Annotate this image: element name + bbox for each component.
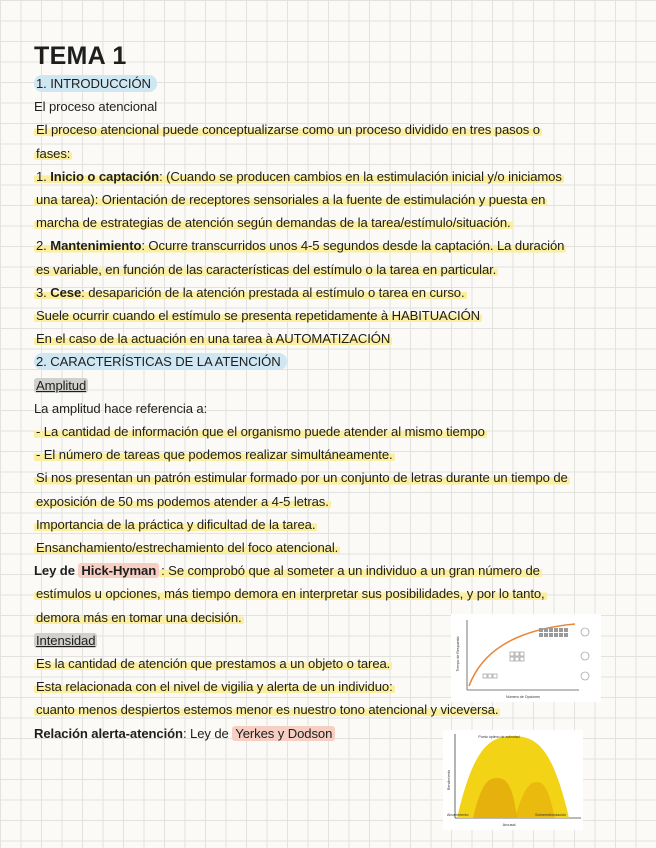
text-line [34, 490, 624, 513]
highlighted-text: estímulos u opciones, más tiempo demora en interpretar sus posibilidades, y por lo tanto, [36, 586, 545, 602]
text-line [34, 142, 624, 165]
yerkes-y-label: Rendimiento [447, 769, 451, 791]
section-heading-text: 1. INTRODUCCIÓN [34, 75, 157, 92]
text-fragment: 3. [36, 284, 51, 300]
text-line [34, 281, 624, 304]
text-line [34, 513, 624, 536]
text-line: El proceso atencional [34, 99, 158, 115]
text-line [34, 258, 624, 281]
highlighted-text: Es la cantidad de atención que prestamos a un objeto o tarea. [36, 656, 391, 672]
text-line [34, 165, 624, 188]
bold-term: Ley de [34, 563, 79, 579]
text-line [34, 443, 624, 466]
highlighted-text [34, 169, 564, 184]
text-line [34, 118, 624, 141]
highlighted-text: - La cantidad de información que el organismo puede atender al mismo tiempo [36, 424, 485, 440]
text-fragment: 2. [36, 238, 51, 254]
text-line [34, 420, 624, 443]
subheading-line [34, 374, 624, 397]
text-fragment: : desaparición de la atención prestada al estímulo o tarea en curso. [81, 284, 465, 300]
highlighted-text: es variable, en función de las características del estímulo o la tarea en particular. [36, 261, 497, 277]
text-line [34, 188, 624, 211]
hick-y-label: Tiempo de Respuesta [456, 636, 460, 672]
text-line [34, 304, 624, 327]
face-icons [581, 628, 589, 680]
peak-label: Punto óptimo de actividad [478, 735, 520, 739]
hick-x-label: Número de Opciones [506, 695, 540, 699]
highlighted-text: exposición de 50 ms podemos atender a 4-5 letras. [36, 493, 329, 509]
yerkes-x-label: Arousal [502, 823, 516, 827]
section-heading-characteristics [34, 350, 624, 373]
highlighted-text: Esta relacionada con el nivel de vigilia y alerta de un individuo: [36, 679, 393, 695]
text-line [34, 536, 624, 559]
highlighted-text: Importancia de la práctica y dificultad de la tarea. [36, 516, 316, 532]
text-line [34, 559, 624, 582]
text-fragment: : Ocurre transcurridos unos 4-5 segundos desde la captación. La duración [141, 238, 565, 254]
bold-term: Mantenimiento [50, 238, 142, 254]
highlighted-text: - El número de tareas que podemos realizar simultáneamente. [36, 447, 393, 463]
highlighted-text: El proceso atencional puede conceptualizarse como un proceso dividido en tres pasos o [36, 122, 540, 138]
section-heading-intro [34, 72, 624, 95]
yerkes-dodson-svg [443, 730, 583, 830]
highlighted-text: Si nos presentan un patrón estimular formado por un conjunto de letras durante un tiempo de [36, 470, 568, 486]
bold-term: Relación alerta-atención [34, 725, 183, 741]
pink-highlight: Yerkes y Dodson [232, 726, 335, 741]
bold-term: Inicio o captación [50, 168, 160, 184]
bold-term-highlight: Hick-Hyman [78, 563, 159, 578]
subheading-amplitud: Amplitud [36, 377, 87, 393]
text-fragment: : Ley de [182, 725, 233, 741]
section-heading-text: 2. CARACTERÍSTICAS DE LA ATENCIÓN [34, 353, 287, 370]
hick-hyman-figure [451, 614, 601, 702]
text-fragment: : (Cuando se producen cambios en la estimulación inicial y/o iniciamos [159, 168, 562, 184]
highlighted-text [34, 285, 467, 300]
page-title: TEMA 1 [34, 42, 127, 70]
text-fragment: 1. [36, 168, 51, 184]
neutral-face-icon [581, 652, 589, 660]
zone-right-label: Sobreestimulación [535, 813, 567, 817]
text-line [34, 234, 624, 257]
option-grid-small [483, 674, 497, 678]
text-line [34, 327, 624, 350]
subheading-intensidad: Intensidad [36, 632, 96, 648]
bold-term: Cese [50, 284, 82, 300]
highlighted-text: : Se comprobó que al someter a un individuo a un gran número de [161, 563, 540, 579]
yerkes-dodson-figure [443, 730, 583, 830]
highlighted-text [34, 238, 566, 253]
highlighted-text: una tarea): Orientación de receptores sensoriales a la fuente de estimulación y puesta en [36, 192, 546, 208]
highlighted-text: Ensanchamiento/estrechamiento del foco atencional. [36, 540, 339, 556]
stressed-face-icon [581, 628, 589, 636]
highlighted-text: cuanto menos despiertos estemos menor es nuestro tono atencional y viceversa. [36, 702, 499, 718]
option-grid-medium [510, 652, 524, 661]
highlighted-text: En el caso de la actuación en una tarea à AUTOMATIZACIÓN [36, 331, 391, 347]
text-line: La amplitud hace referencia a: [34, 400, 208, 416]
zone-left-label: Aburrimiento [447, 813, 469, 817]
happy-face-icon [581, 672, 589, 680]
highlighted-text: demora más en tomar una decisión. [36, 609, 242, 625]
text-line [34, 582, 624, 605]
hick-hyman-svg [451, 614, 601, 702]
highlighted-text: Suele ocurrir cuando el estímulo se presenta repetidamente à HABITUACIÓN [36, 308, 481, 324]
highlighted-text: fases: [36, 145, 71, 161]
text-line [34, 466, 624, 489]
highlighted-text: marcha de estrategias de atención según demandas de la tarea/estímulo/situación. [36, 215, 511, 231]
text-line [34, 211, 624, 234]
